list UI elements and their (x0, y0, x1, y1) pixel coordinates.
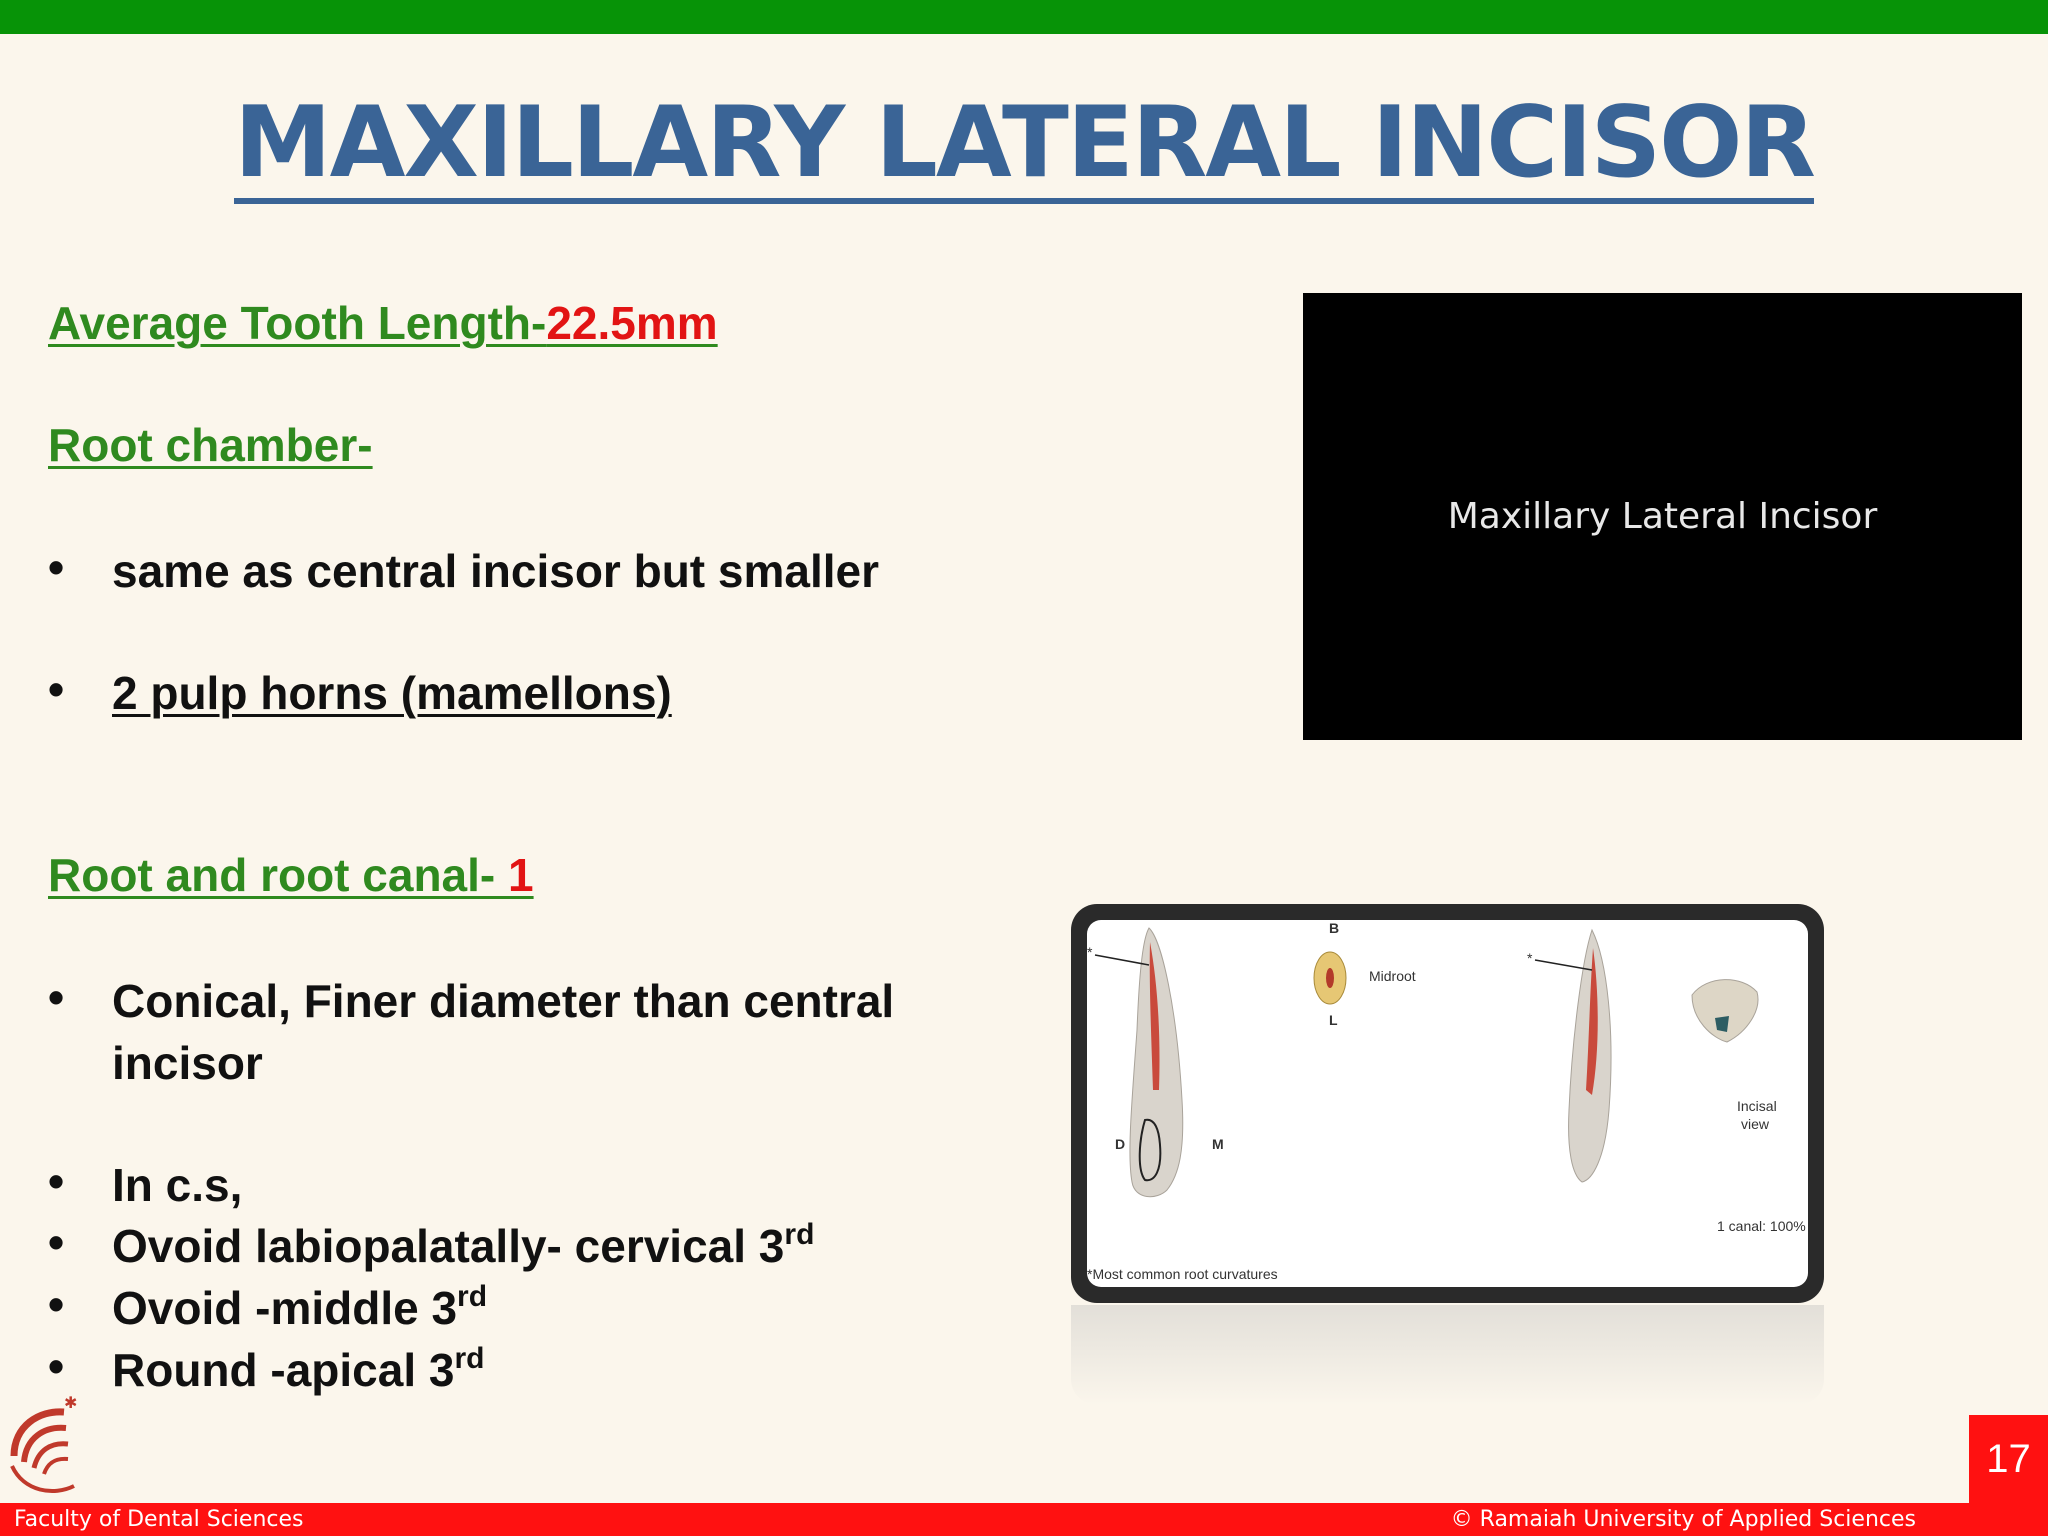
list-item (48, 1277, 487, 1339)
tooth-diagram (1087, 920, 1808, 1287)
bullet-marker: • (48, 1278, 65, 1330)
root-canal-count: 1 (508, 849, 534, 901)
tooth-length-heading (48, 296, 718, 350)
label-m: M (1212, 1136, 1224, 1152)
tooth-illustration (1087, 920, 1808, 1287)
label-b: B (1329, 920, 1340, 936)
bullet-marker: • (48, 541, 65, 593)
bullet-marker: • (48, 663, 65, 715)
root-chamber-heading: Root chamber- (48, 419, 373, 471)
list-item (48, 540, 879, 602)
bullet-marker: • (48, 1340, 65, 1392)
diagram-reflection (1071, 1305, 1824, 1405)
bullet-text (112, 970, 894, 1094)
video-player[interactable] (1303, 293, 2022, 740)
bullet-marker: • (48, 971, 65, 1023)
root-canal-heading (48, 848, 534, 902)
bullet-text: 2 pulp horns (mamellons) (112, 667, 672, 719)
video-caption: Maxillary Lateral Incisor (1447, 496, 1878, 537)
list-item (48, 970, 894, 1094)
ordinal-suffix: rd (457, 1280, 488, 1313)
ordinal-suffix: rd (784, 1218, 815, 1251)
footer-left: Faculty of Dental Sciences (14, 1507, 304, 1532)
slide-title-text: MAXILLARY LATERAL INCISOR (234, 88, 1814, 204)
list-item (48, 662, 672, 724)
bullet-text: same as central incisor but smaller (112, 545, 880, 597)
label-footnote: *Most common root curvatures (1087, 1266, 1278, 1282)
label-midroot: Midroot (1369, 968, 1416, 984)
label-view: view (1741, 1116, 1770, 1132)
bullet-text: In c.s, (112, 1159, 243, 1211)
bullet-marker: • (48, 1155, 65, 1207)
bullet-text-line-2: incisor (112, 1037, 263, 1089)
label-d: D (1115, 1136, 1126, 1152)
cs-text: Ovoid -middle 3 (112, 1282, 458, 1334)
tooth-length-value: 22.5mm (546, 297, 718, 349)
bullet-text-line-1: Conical, Finer diameter than central (112, 975, 895, 1027)
root-canal-label: Root and root canal- (48, 849, 508, 901)
bullet-text (112, 1215, 814, 1277)
page-number: 17 (1969, 1415, 2048, 1503)
label-incisal: Incisal (1737, 1098, 1777, 1114)
footer-bar (0, 1503, 2048, 1536)
label-l: L (1329, 1012, 1338, 1028)
bullet-marker: • (48, 1216, 65, 1268)
cs-text: Ovoid labiopalatally- cervical 3 (112, 1220, 785, 1272)
cs-text: Round -apical 3 (112, 1344, 455, 1396)
tooth-diagram-frame (1071, 904, 1824, 1303)
list-item (48, 1339, 484, 1401)
ordinal-suffix: rd (454, 1342, 485, 1375)
top-bar (0, 0, 2048, 34)
label-star-right: * (1527, 950, 1533, 966)
footer-right: © Ramaiah University of Applied Sciences (1450, 1507, 1916, 1532)
bullet-text (112, 1339, 484, 1401)
university-logo (4, 1396, 84, 1500)
tooth-length-label: Average Tooth Length- (48, 297, 547, 349)
label-canal-percent: 1 canal: 100% (1717, 1218, 1806, 1234)
bullet-text (112, 1277, 487, 1339)
list-item (48, 1215, 814, 1277)
list-item (48, 1154, 242, 1216)
svg-text:✱: ✱ (64, 1396, 78, 1412)
slide-title (0, 86, 2048, 204)
label-star-left: * (1087, 944, 1093, 960)
